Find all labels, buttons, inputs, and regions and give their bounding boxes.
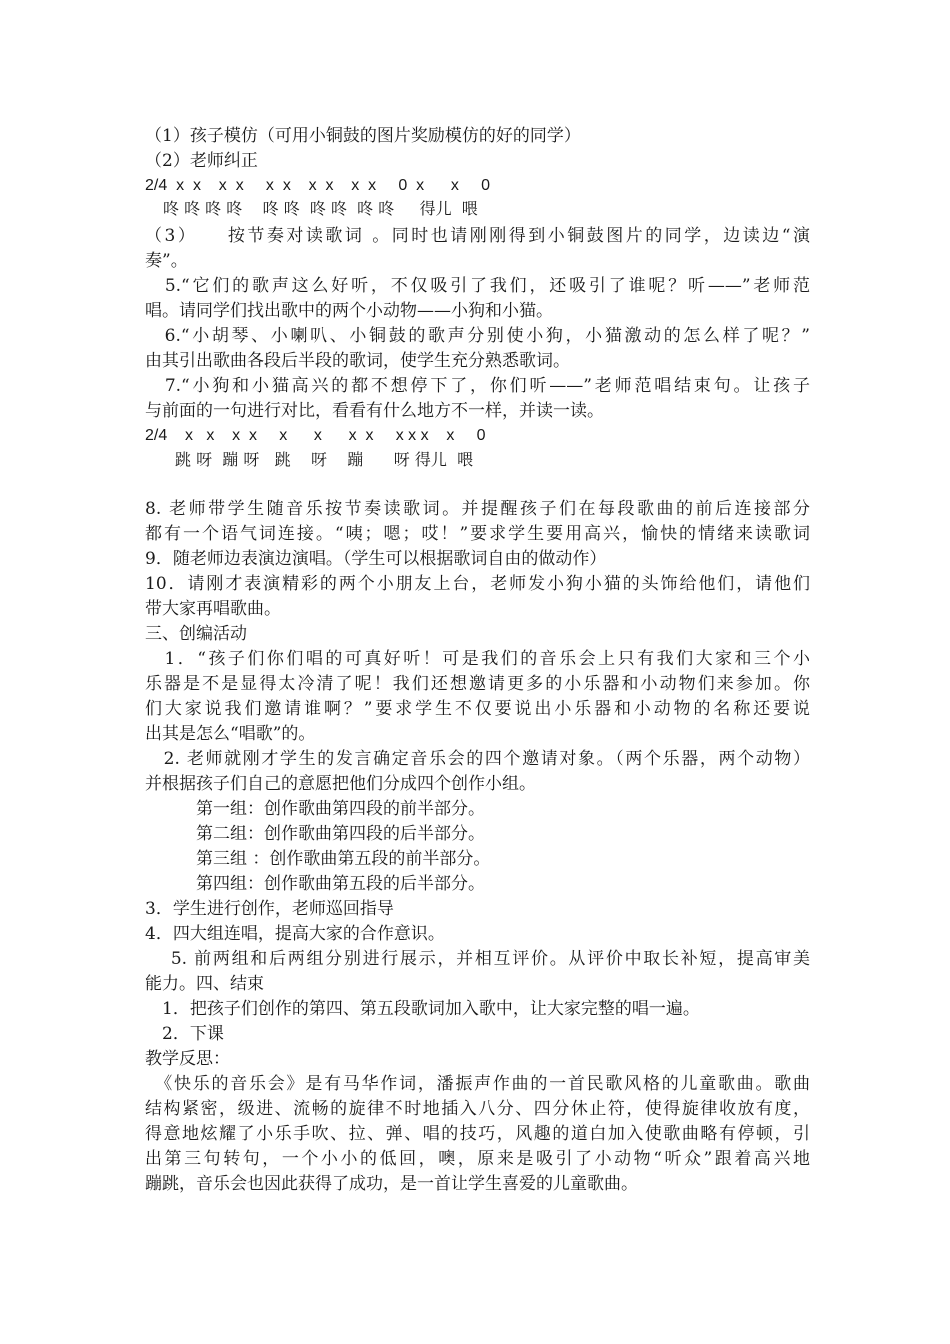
text-line: 7.“小狗和小猫高兴的都不想停下了，你们听——”老师范唱结束句。让孩子 (145, 376, 810, 396)
text-line: 8. 老师带学生随音乐按节奏读歌词。并提醒孩子们在每段歌曲的前后连接部分 (145, 499, 810, 519)
group-item: 第二组：创作歌曲第四段的后半部分。 (145, 824, 485, 844)
rhythm-lyrics: 跳 呀 蹦 呀 跳 呀 蹦 呀 得儿 喂 (175, 450, 474, 469)
text-line: 能力。四、结束 (145, 974, 264, 994)
rhythm-notation: 2/4 x x x x x x x x x x 0 x x 0 (145, 177, 490, 194)
text-line: 并根据孩子们自己的意愿把他们分成四个创作小组。 (145, 774, 536, 794)
rhythm-notation: 2/4 x x x x x x x x x x x x 0 (145, 427, 486, 444)
section-heading: 教学反思： (145, 1049, 230, 1069)
text-line: 6.“小胡琴、小喇叭、小铜鼓的歌声分别使小狗，小猫激动的怎么样了呢？” (145, 326, 810, 346)
text-line: 3．学生进行创作，老师巡回指导 (145, 899, 394, 919)
text-line: 5. 前两组和后两组分别进行展示，并相互评价。从评价中取长补短，提高审美 (145, 949, 810, 969)
text-line: 得意地炫耀了小乐手吹、拉、弹、唱的技巧，风趣的道白加入使歌曲略有停顿，引 (145, 1124, 810, 1144)
group-item: 第四组：创作歌曲第五段的后半部分。 (145, 874, 485, 894)
text-line: 们大家说我们邀请谁啊？”要求学生不仅要说出小乐器和小动物的名称还要说 (145, 699, 810, 719)
group-item: 第一组：创作歌曲第四段的前半部分。 (145, 799, 485, 819)
text-line: 5.“它们的歌声这么好听，不仅吸引了我们，还吸引了谁呢？听——”老师范 (145, 276, 810, 296)
text-line: 唱。请同学们找出歌中的两个小动物——小狗和小猫。 (145, 301, 553, 321)
text-line: 与前面的一句进行对比，看看有什么地方不一样，并读一读。 (145, 401, 604, 421)
text-line: 《快乐的音乐会》是有马华作词，潘振声作曲的一首民歌风格的儿童歌曲。歌曲 (145, 1074, 810, 1094)
section-heading: 三、创编活动 (145, 624, 247, 644)
text-line: 2. 老师就刚才学生的发言确定音乐会的四个邀请对象。（两个乐器，两个动物） (145, 749, 810, 769)
text-line: 2．下课 (145, 1024, 224, 1044)
text-line: 蹦跳，音乐会也因此获得了成功，是一首让学生喜爱的儿童歌曲。 (145, 1174, 638, 1194)
text-line: 带大家再唱歌曲。 (145, 599, 281, 619)
text-line: （1）孩子模仿（可用小铜鼓的图片奖励模仿的好的同学） (145, 126, 581, 146)
text-line: 结构紧密，级进、流畅的旋律不时地插入八分、四分休止符，使得旋律收放有度， (145, 1099, 810, 1119)
text-line: 奏”。 (145, 251, 188, 271)
text-line: 都有一个语气词连接。“咦；嗯；哎！”要求学生要用高兴，愉快的情绪来读歌词 (145, 524, 810, 544)
text-line: 出其是怎么“唱歌”的。 (145, 724, 316, 744)
group-item: 第三组 ：创作歌曲第五段的前半部分。 (145, 849, 491, 869)
text-line: 出第三句转句，一个小小的低回，噢，原来是吸引了小动物“听众”跟着高兴地 (145, 1149, 810, 1169)
text-line: （2）老师纠正 (145, 151, 258, 171)
text-line: 1．把孩子们创作的第四、第五段歌词加入歌中，让大家完整的唱一遍。 (145, 999, 700, 1019)
text-line: 10．请刚才表演精彩的两个小朋友上台，老师发小狗小猫的头饰给他们，请他们 (145, 574, 810, 594)
text-line: 1．“孩子们你们唱的可真好听！可是我们的音乐会上只有我们大家和三个小 (145, 649, 810, 669)
rhythm-lyrics: 咚 咚 咚 咚 咚 咚 咚 咚 咚 咚 得儿 喂 (163, 199, 478, 218)
text-line: 4．四大组连唱，提高大家的合作意识。 (145, 924, 445, 944)
text-line: 由其引出歌曲各段后半段的歌词，使学生充分熟悉歌词。 (145, 351, 570, 371)
text-line: 乐器是不是显得太冷清了呢！我们还想邀请更多的小乐器和小动物们来参加。你 (145, 674, 810, 694)
text-line: 9．随老师边表演边演唱。（学生可以根据歌词自由的做动作） (145, 549, 607, 569)
text-line: （3） 按节奏对读歌词 。同时也请刚刚得到小铜鼓图片的同学，边读边“演 (145, 226, 810, 246)
